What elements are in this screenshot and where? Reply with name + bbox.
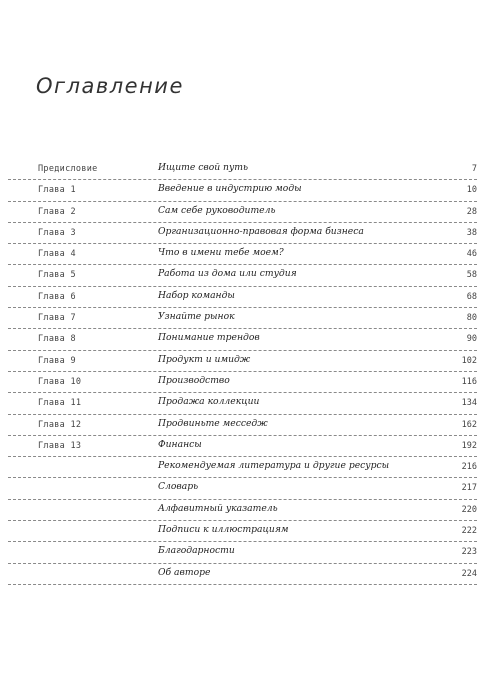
toc-row [8,478,477,499]
toc-page-number: 68 [466,291,477,302]
toc-page-number: 46 [466,249,477,260]
toc-entry-title: Алфавитный указатель [158,502,278,514]
page-title: Оглавление [36,74,184,99]
toc-row [8,436,477,457]
toc-page-number: 220 [461,504,477,515]
toc-row [8,287,477,308]
toc-entry-title: Об авторе [158,566,211,578]
toc-entry-title: Словарь [158,481,199,493]
toc-entry-title: Продажа коллекции [158,396,260,408]
toc-chapter-label: Глава 13 [38,440,82,451]
toc-entry-title: Рекомендуемая литература и другие ресурсы [158,460,390,472]
toc-entry-title: Сам себе руководитель [158,204,276,216]
toc-page-number: 222 [461,526,477,537]
toc-row [8,372,477,393]
toc-entry-title: Производство [158,374,230,386]
toc-chapter-label: Глава 9 [38,355,76,366]
toc-row [8,351,477,372]
toc-page-number: 10 [466,185,477,196]
toc-page-number: 224 [461,568,477,579]
toc-entry-title: Организационно-правовая форма бизнеса [158,225,364,237]
toc-entry-title: Продвиньте месседж [158,417,268,429]
toc-entry-title: Работа из дома или студия [158,268,297,280]
toc-row [8,415,477,436]
toc-page-number: 90 [466,334,477,345]
toc-row [8,223,477,244]
toc-entry-title: Благодарности [158,545,235,557]
toc-entry-title: Набор команды [158,289,235,301]
toc-chapter-label: Глава 5 [38,270,76,281]
toc-chapter-label: Глава 1 [38,185,76,196]
toc-page-number: 216 [461,462,477,473]
toc-chapter-label: Глава 8 [38,334,76,345]
toc-row [8,265,477,286]
toc-row [8,457,477,478]
toc-row [8,393,477,414]
toc-entry-title: Продукт и имидж [158,353,251,365]
toc-page-number: 134 [461,398,477,409]
toc-row [8,180,477,201]
toc-chapter-label: Глава 7 [38,313,76,324]
toc-row [8,329,477,350]
toc-page-number: 28 [466,206,477,217]
toc-chapter-label: Глава 11 [38,398,82,409]
toc-page-number: 116 [461,376,477,387]
toc-page-number: 192 [461,440,477,451]
toc-row [8,564,477,585]
toc-row [8,500,477,521]
toc-chapter-label: Глава 12 [38,419,82,430]
toc-row [8,542,477,563]
toc-entry-title: Введение в индустрию моды [158,183,302,195]
toc-entry-title: Подписи к иллюстрациям [158,524,289,536]
toc-entry-title: Ищите свой путь [158,162,249,173]
toc-entry-title: Понимание трендов [158,332,260,344]
toc-chapter-label: Глава 4 [38,249,76,260]
toc-page-number: 217 [461,483,477,494]
toc-chapter-label: Глава 10 [38,376,82,387]
toc-entry-title: Что в имени тебе моем? [158,247,284,259]
toc-row [8,521,477,542]
toc-entry-title: Узнайте рынок [158,311,235,323]
toc-page-number: 7 [471,164,477,174]
toc-page-number: 58 [466,270,477,281]
toc-chapter-label: Глава 2 [38,206,76,217]
toc-chapter-label: Предисловие [38,164,98,174]
toc-chapter-label: Глава 6 [38,291,76,302]
toc-page-number: 162 [461,419,477,430]
toc-page-number: 223 [461,547,477,558]
toc-chapter-label: Глава 3 [38,227,76,238]
toc-entry-title: Финансы [158,438,202,450]
toc-row [8,202,477,223]
table-of-contents [8,159,477,585]
toc-row [8,159,477,180]
toc-page-number: 80 [466,313,477,324]
toc-page-number: 38 [466,227,477,238]
toc-page-number: 102 [461,355,477,366]
toc-row [8,308,477,329]
toc-row [8,244,477,265]
